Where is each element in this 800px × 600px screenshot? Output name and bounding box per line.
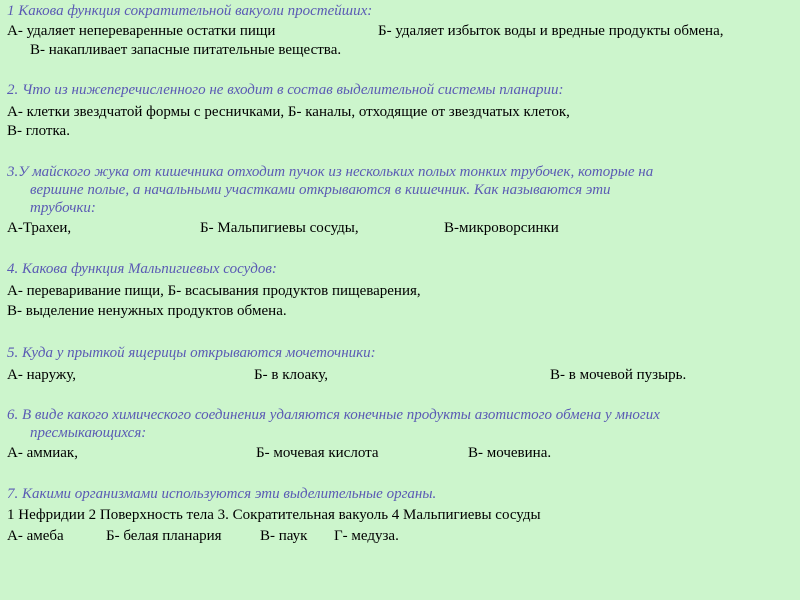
question-3-text-line-2: вершине полые, а начальными участками открываются в кишечник. Как называются эти <box>30 182 611 198</box>
question-3-answer-b: Б- Мальпигиевы сосуды, <box>200 220 359 236</box>
question-3-text-line-1: 3.У майского жука от кишечника отходит пучок из нескольких полых тонких трубочек, которые на <box>7 164 654 180</box>
question-5-answer-b: Б- в клоаку, <box>254 367 328 383</box>
question-2-answers-ab: А- клетки звездчатой формы с ресничками, Б- каналы, отходящие от звездчатых клеток, <box>7 104 570 120</box>
question-7-answer-a: А- амеба <box>7 528 64 544</box>
question-5-answer-a: А- наружу, <box>7 367 76 383</box>
question-1-answer-b: Б- удаляет избыток воды и вредные продукты обмена, <box>378 23 724 39</box>
question-6-answer-b: Б- мочевая кислота <box>256 445 379 461</box>
question-7-answer-c: В- паук <box>260 528 308 544</box>
question-1-text: 1 Какова функция сократительной вакуоли простейших: <box>7 3 373 19</box>
question-2-answer-c: В- глотка. <box>7 123 70 139</box>
question-3-answer-a: А-Трахеи, <box>7 220 72 236</box>
question-6-text-line-2: пресмыкающихся: <box>30 425 147 441</box>
question-3-text-line-3: трубочки: <box>30 200 96 216</box>
question-7-text: 7. Какими организмами используются эти выделительные органы. <box>7 486 437 502</box>
question-6-answer-a: А- аммиак, <box>7 445 78 461</box>
question-4-text: 4. Какова функция Мальпигиевых сосудов: <box>7 261 277 277</box>
question-7-answer-d: Г- медуза. <box>334 528 399 544</box>
question-2-text: 2. Что из нижеперечисленного не входит в состав выделительной системы планарии: <box>7 82 564 98</box>
question-4-answers-ab: А- переваривание пищи, Б- всасывания продуктов пищеварения, <box>7 283 421 299</box>
question-6-text-line-1: 6. В виде какого химического соединения удаляются конечные продукты азотистого обмена у многих <box>7 407 660 423</box>
question-5-answer-c: В- в мочевой пузырь. <box>550 367 687 383</box>
question-4-answer-c: В- выделение ненужных продуктов обмена. <box>7 303 287 319</box>
question-7-organs-list: 1 Нефридии 2 Поверхность тела 3. Сократительная вакуоль 4 Мальпигиевы сосуды <box>7 507 541 523</box>
question-7-answer-b: Б- белая планария <box>106 528 222 544</box>
question-1-answer-a: А- удаляет непереваренные остатки пищи <box>7 23 276 39</box>
question-1-answer-c: В- накапливает запасные питательные вещества. <box>30 42 342 58</box>
question-5-text: 5. Куда у прыткой ящерицы открываются мочеточники: <box>7 345 376 361</box>
question-3-answer-c: В-микроворсинки <box>444 220 559 236</box>
question-6-answer-c: В- мочевина. <box>468 445 552 461</box>
